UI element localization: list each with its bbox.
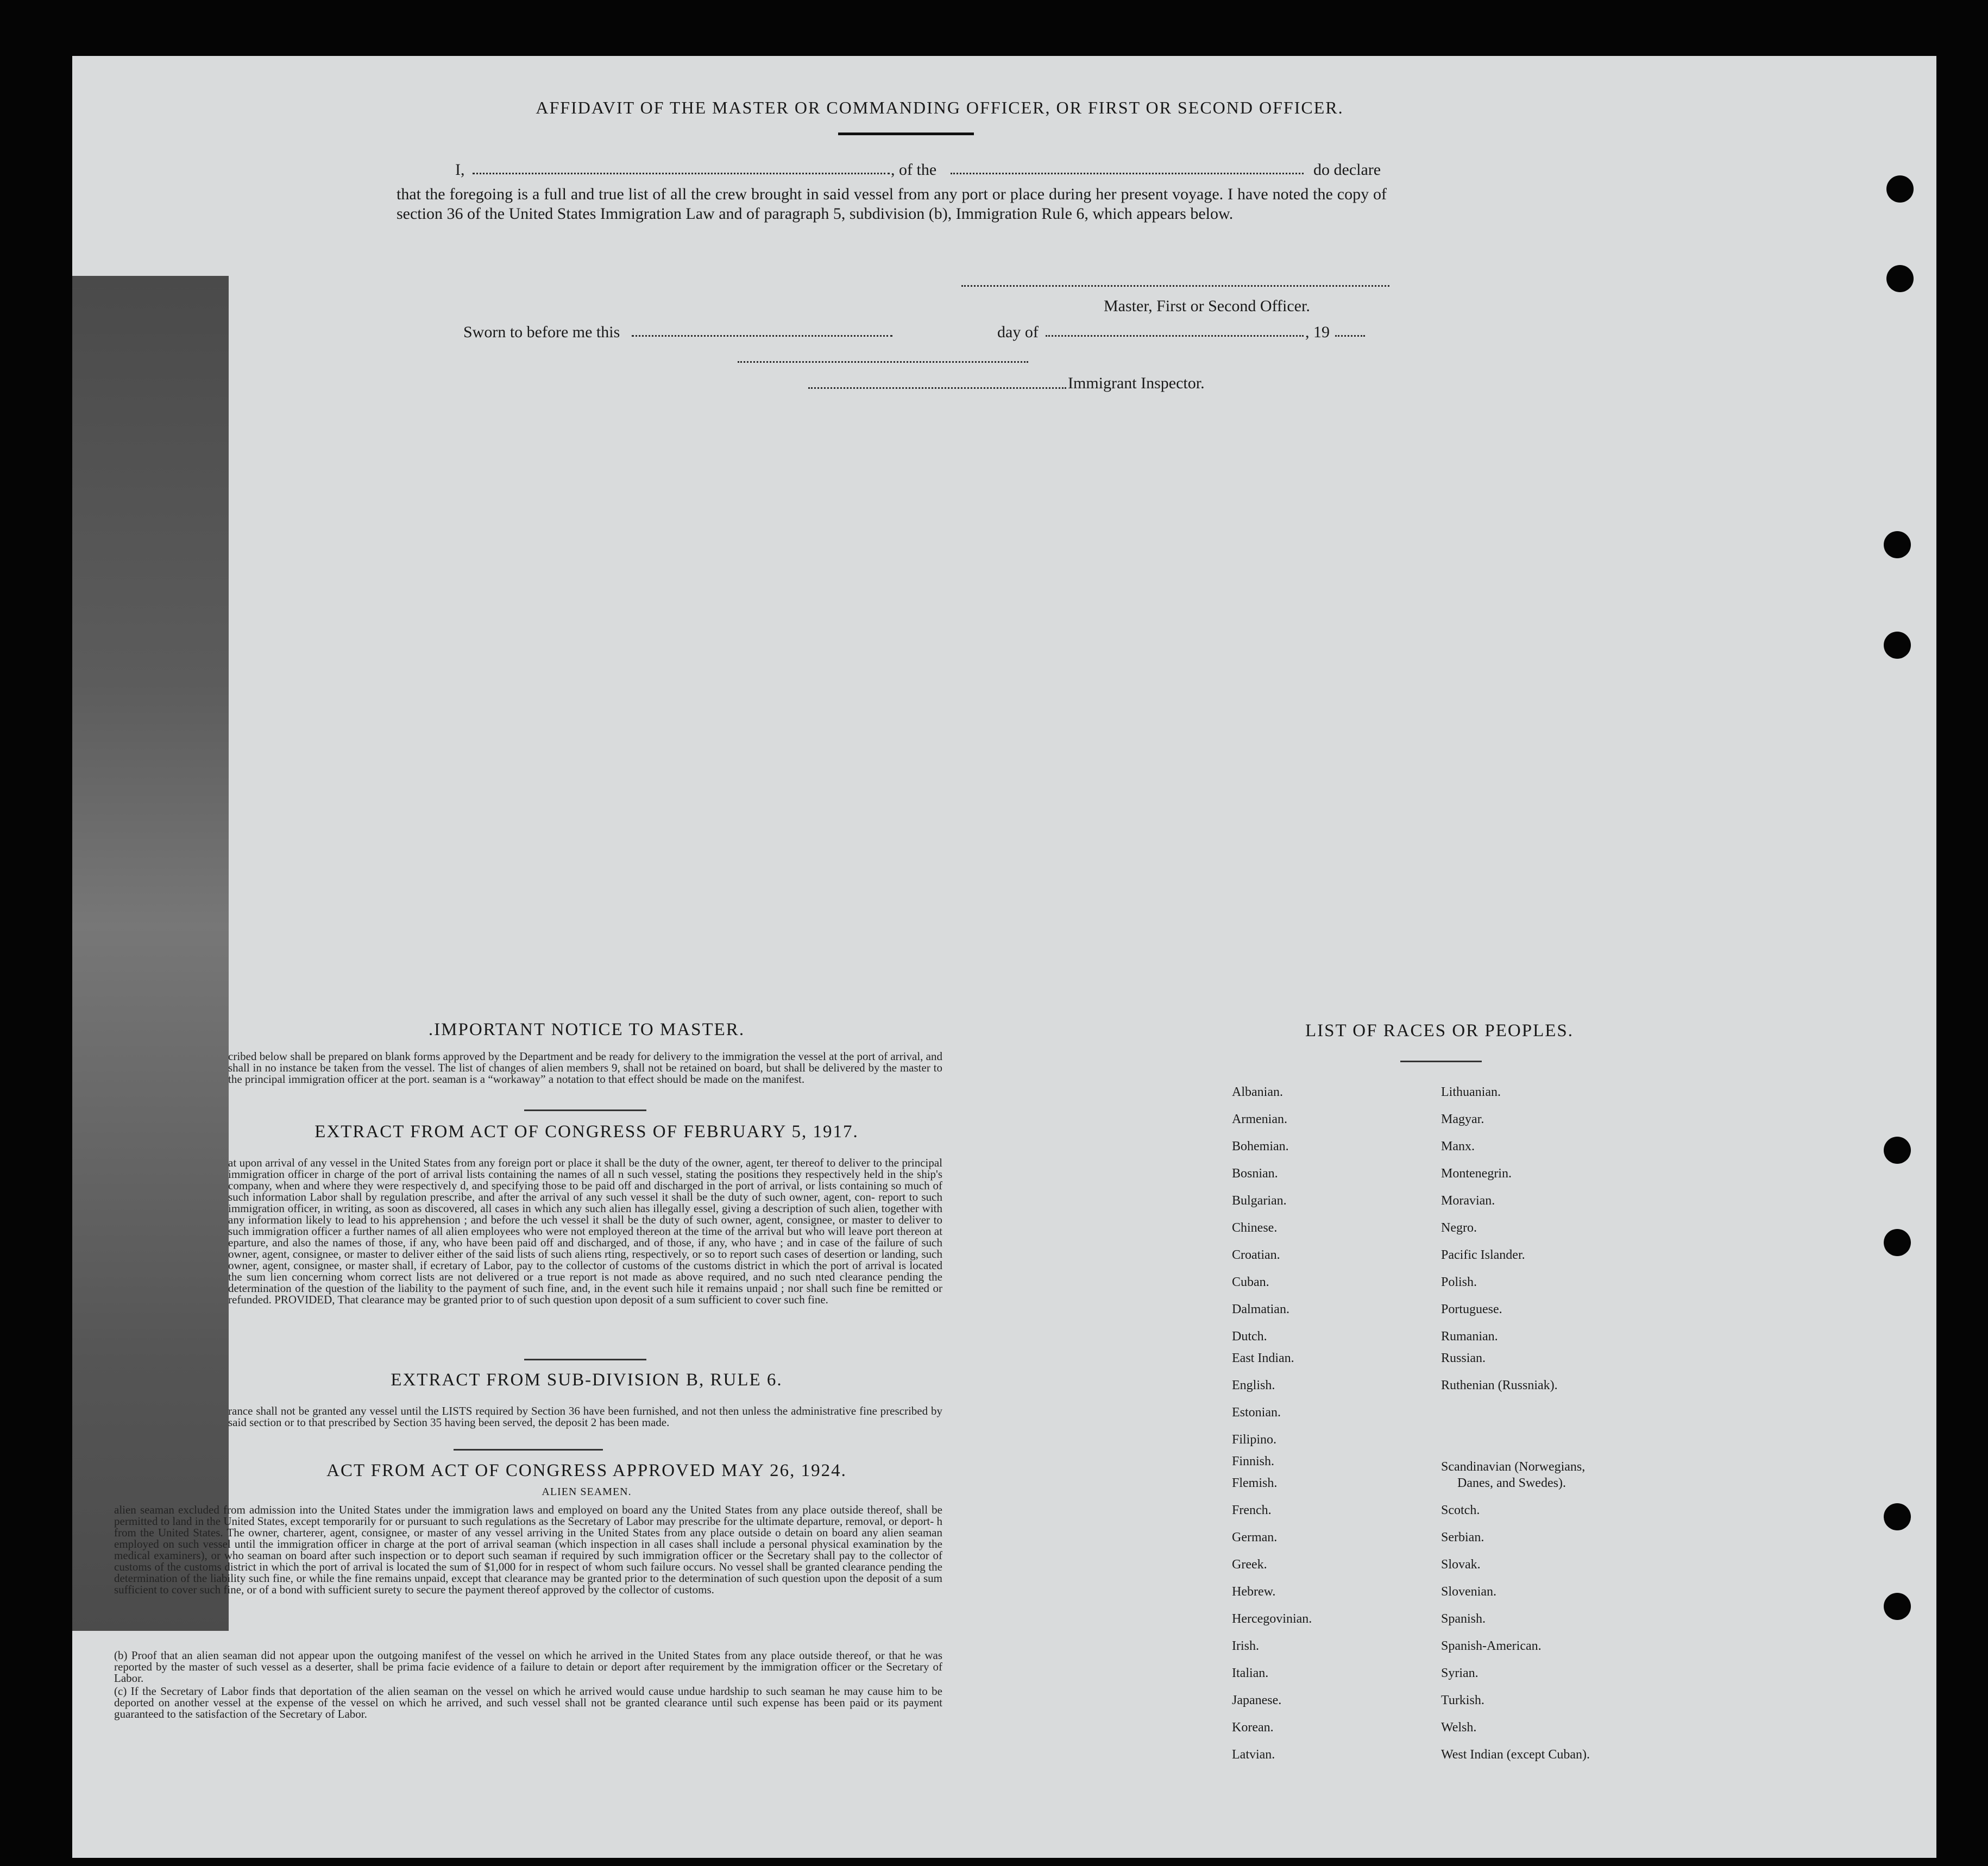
race-item: Portuguese. xyxy=(1441,1302,1502,1316)
race-item: Latvian. xyxy=(1232,1748,1275,1762)
race-item: Hercegovinian. xyxy=(1232,1612,1312,1626)
race-item: Albanian. xyxy=(1232,1085,1283,1099)
race-item: Slovenian. xyxy=(1441,1585,1496,1599)
race-item: Croatian. xyxy=(1232,1248,1280,1262)
race-item: French. xyxy=(1232,1503,1272,1517)
race-item: Spanish. xyxy=(1441,1612,1486,1626)
notice-text: cribed below shall be prepared on blank forms approved by the Department and be ready for delivery to the immigration the vessel at the port of arrival, and shall in no instance be taken from the vessel. The list of changes of alien members 9, shall not be retained on board, but shall be delivered by the master to the principal immigration officer at the port. seaman is a “workaway” a notation to that effect should be made on the manifest. xyxy=(228,1050,942,1086)
inspector-line-1 xyxy=(738,361,1028,363)
race-item: English. xyxy=(1232,1378,1275,1392)
race-item: Montenegrin. xyxy=(1441,1167,1512,1181)
race-item: Rumanian. xyxy=(1441,1329,1498,1344)
race-item: Polish. xyxy=(1441,1275,1477,1289)
race-item: Japanese. xyxy=(1232,1693,1282,1707)
race-item: Korean. xyxy=(1232,1720,1274,1735)
extract-1924-para-c: (c) If the Secretary of Labor finds that deportation of the alien seaman on the vessel on which he arrived would cause undue hardship to such seaman he may cause him to be deported on another vessel at the expense of the vessel on which he arrived, and such vessel shall not be granted clearance until such expense has been paid or its payment guaranteed to the satisfaction of the Secretary of Labor. xyxy=(114,1685,942,1720)
inspector-label: Immigrant Inspector. xyxy=(1068,374,1205,392)
extract-1924-title: ACT FROM ACT OF CONGRESS APPROVED MAY 26, 1924. xyxy=(326,1461,847,1480)
do-declare-label: do declare xyxy=(1313,161,1381,179)
sworn-day-line xyxy=(632,335,892,337)
affidavit-title: AFFIDAVIT OF THE MASTER OR COMMANDING OFFICER, OR FIRST OR SECOND OFFICER. xyxy=(536,98,1344,117)
extract-1917-title: EXTRACT FROM ACT OF CONGRESS OF FEBRUARY 5, 1917. xyxy=(314,1122,859,1142)
alien-seamen-subtitle: ALIEN SEAMEN. xyxy=(542,1486,632,1498)
extract-1924-text: alien seaman excluded from admission into the United States under the immigration laws and employed on board any the United States from any place outside thereof, shall be permitted to land in the United States, except temporarily for or pursuant to such regulations as the Secretary of Labor may prescribe for the ultimate departure, removal, or deport- h from the United States. The owner, charterer, agent, consignee, or master of any vessel arriving in the United States from any place outside o detain on board any alien seaman employed on such vessel until the immigration officer in charge at the port of arrival seaman (which inspection in all cases shall include a personal physical examination by the medical examiners), or who seaman on board after such inspection or to deport such seaman if required by such immigration officer or the Secretary shall pay to the collector of customs of the customs district in which the port of arrival is located the sum of $1,000 for in respect of whom such failure occurs. No vessel shall be granted clearance pending the determination of the liability such fine, or while the fine remains unpaid, except that clearance may be granted prior to the determination of such question upon the deposit of a sum sufficient to cover such fine, or of a bond with sufficient surety to secure the payment thereof approved by the collector of customs. xyxy=(114,1503,942,1596)
race-item: Slovak. xyxy=(1441,1558,1481,1572)
race-item: Dutch. xyxy=(1232,1329,1267,1344)
race-item: Estonian. xyxy=(1232,1405,1281,1420)
race-item: Armenian. xyxy=(1232,1112,1287,1126)
race-item: Syrian. xyxy=(1441,1666,1479,1680)
race-item: Irish. xyxy=(1232,1639,1259,1653)
race-item: German. xyxy=(1232,1530,1278,1545)
torn-stub xyxy=(72,276,229,1631)
race-item: Flemish. xyxy=(1232,1476,1278,1490)
punch-hole xyxy=(1884,531,1911,558)
extract-1924-para-b: (b) Proof that an alien seaman did not appear upon the outgoing manifest of the vessel on which he arrived in the United States from any place outside thereof, or that he was reported by the master of such vessel as a deserter, shall be prima facie evidence of a failure to detain or deport after requirement by the immigration officer or the Secretary of Labor. xyxy=(114,1649,942,1685)
race-item: Scandinavian (Norwegians, xyxy=(1441,1460,1586,1474)
race-item: Magyar. xyxy=(1441,1112,1484,1126)
race-item: Welsh. xyxy=(1441,1720,1477,1735)
divider xyxy=(1400,1061,1482,1062)
punch-hole xyxy=(1884,1137,1911,1164)
race-item: Spanish-American. xyxy=(1441,1639,1542,1653)
race-item: Bulgarian. xyxy=(1232,1194,1287,1208)
punch-hole xyxy=(1886,175,1914,203)
extract-rule6-text: rance shall not be granted any vessel until the LISTS required by Section 36 have been furnished, and not then unless the administrative fine prescribed by said section or to that prescribed by Section 35 having been served, the deposit 2 has been made. xyxy=(228,1404,942,1429)
punch-hole xyxy=(1884,632,1911,659)
race-item: Greek. xyxy=(1232,1558,1267,1572)
race-item: East Indian. xyxy=(1232,1351,1294,1365)
race-item: Manx. xyxy=(1441,1139,1475,1153)
race-item: Negro. xyxy=(1441,1221,1477,1235)
divider xyxy=(838,133,974,135)
race-item: Ruthenian (Russniak). xyxy=(1441,1378,1558,1392)
race-item: Bosnian. xyxy=(1232,1167,1278,1181)
vessel-line xyxy=(951,173,1304,174)
i-label: I, xyxy=(455,161,465,179)
punch-hole xyxy=(1884,1229,1911,1256)
race-item: Dalmatian. xyxy=(1232,1302,1289,1316)
punch-hole xyxy=(1884,1593,1911,1620)
divider xyxy=(524,1109,646,1111)
races-title: LIST OF RACES OR PEOPLES. xyxy=(1305,1021,1574,1041)
year-label: , 19 xyxy=(1305,323,1330,341)
race-item: Scotch. xyxy=(1441,1503,1480,1517)
extract-1917-text: at upon arrival of any vessel in the United States from any foreign port or place it shall be the duty of the owner, agent, ter thereof to deliver to the principal immigration officer in charge of the port of arrival lists containing the names of all n such vessel, stating the positions they respectively held in the ship's company, when and where they were respectively d, and specifying those to be paid off and discharged in the port of arrival, or lists containing so much of such information Labor shall by regulation prescribe, and after the arrival of any such vessel it shall be the duty of such owner, agent, con- report to such immigration officer, in writing, as soon as discovered, all cases in which any such alien has illegally essel, giving a description of such alien, together with any information likely to lead to his apprehension ; and before the uch vessel it shall be the duty of such owner, agent, consignee, or master to deliver to such immigration officer a further names of all alien employees who were not employed thereon at the time of the arrival but who will leave port thereon at eparture, and also the names of those, if any, who have been paid off and discharged, and of those, if any, who have ; and in case of the failure of such owner, agent, consignee, or master to deliver either of the said lists of such aliens rting, respectively, or so to report such cases of desertion or landing, such owner, agent, consignee, or master shall, if ecretary of Labor, pay to the collector of customs of the customs district in which the port of arrival is located the sum lien concerning whom correct lists are not delivered or a true report is not made as above required, and no such nted clearance pending the determination of the question of the liability to the payment of such fine, and, in the event such hile it remains unpaid ; nor shall such fine be remitted or refunded. PROVIDED, That clearance may be granted prior to of such question upon deposit of a sum sufficient to cover such fine. xyxy=(228,1156,942,1306)
race-item: Chinese. xyxy=(1232,1221,1278,1235)
notice-title: .IMPORTANT NOTICE TO MASTER. xyxy=(428,1020,745,1039)
race-item: Hebrew. xyxy=(1232,1585,1276,1599)
race-item: Russian. xyxy=(1441,1351,1486,1365)
year-line xyxy=(1335,335,1365,337)
affidavit-statement: that the foregoing is a full and true list of all the crew brought in said vessel from any port or place during her present voyage. I have noted the copy of section 36 of the United States Immigration Law and of paragraph 5, subdivision (b), Immigration Rule 6, which appears below. xyxy=(397,185,1387,223)
race-item: Italian. xyxy=(1232,1666,1269,1680)
divider xyxy=(524,1359,646,1360)
sworn-month-line xyxy=(1046,335,1304,337)
race-item: Finnish. xyxy=(1232,1454,1275,1468)
name-line xyxy=(473,173,890,174)
of-the-label: , of the xyxy=(891,161,937,179)
race-item: Pacific Islander. xyxy=(1441,1248,1525,1262)
race-item: Cuban. xyxy=(1232,1275,1269,1289)
master-label: Master, First or Second Officer. xyxy=(1104,297,1310,315)
race-item: Danes, and Swedes). xyxy=(1457,1476,1566,1490)
race-item: Filipino. xyxy=(1232,1433,1277,1447)
race-item: Lithuanian. xyxy=(1441,1085,1501,1099)
inspector-line-2 xyxy=(808,387,1066,389)
extract-rule6-title: EXTRACT FROM SUB-DIVISION B, RULE 6. xyxy=(391,1370,783,1390)
race-item: Turkish. xyxy=(1441,1693,1484,1707)
punch-hole xyxy=(1884,1503,1911,1530)
divider xyxy=(454,1449,603,1451)
signature-line xyxy=(961,285,1389,287)
day-of-label: day of xyxy=(997,323,1039,341)
race-item: Moravian. xyxy=(1441,1194,1495,1208)
race-item: Bohemian. xyxy=(1232,1139,1289,1153)
race-item: West Indian (except Cuban). xyxy=(1441,1748,1590,1762)
race-item: Serbian. xyxy=(1441,1530,1484,1545)
sworn-label: Sworn to before me this xyxy=(463,323,620,341)
punch-hole xyxy=(1886,265,1914,292)
